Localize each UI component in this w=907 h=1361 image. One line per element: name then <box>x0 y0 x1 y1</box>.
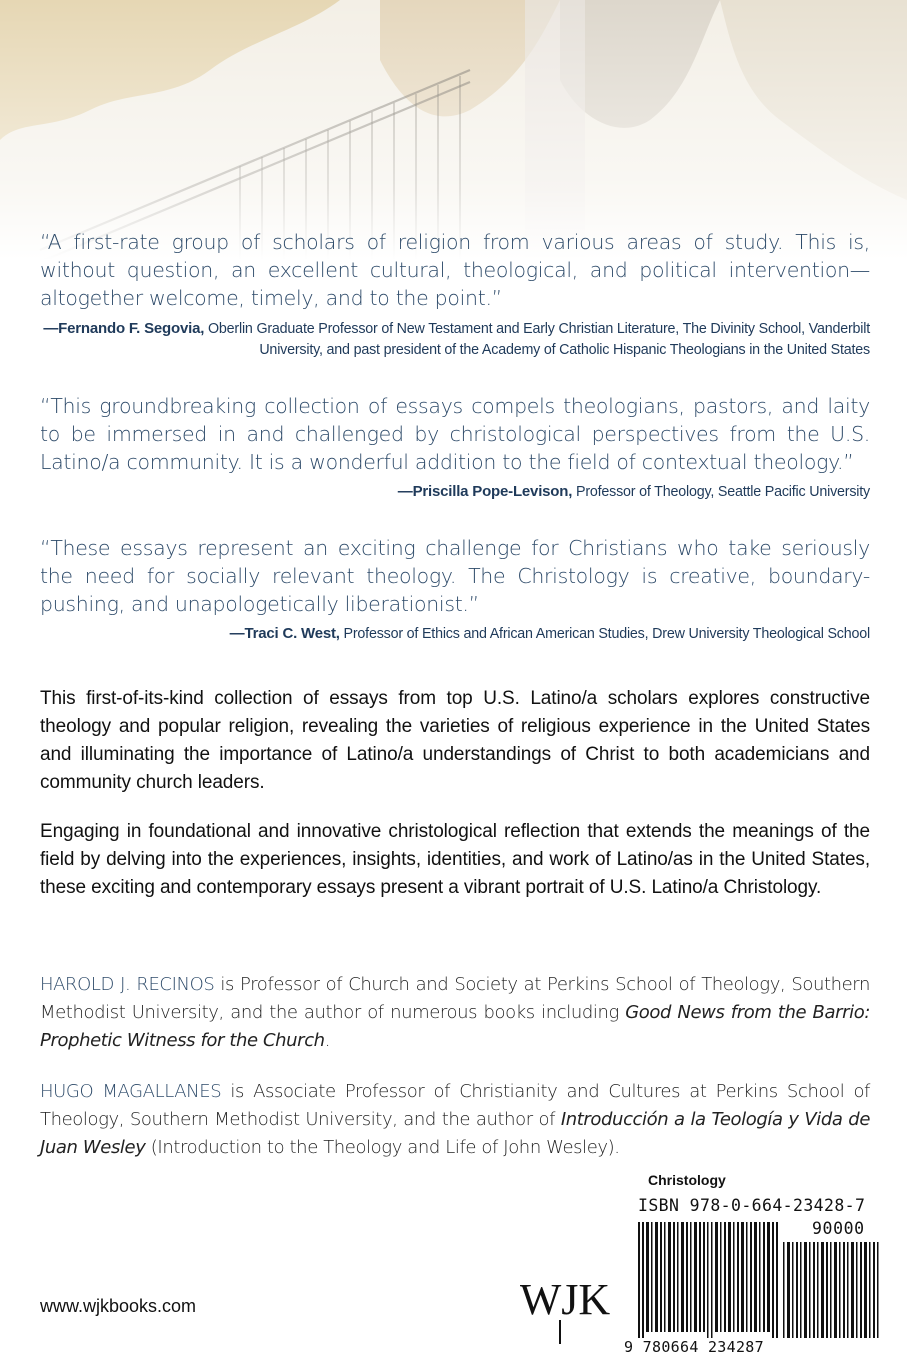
publisher-website: www.wjkbooks.com <box>40 1296 197 1316</box>
editor-book-title-2: Introducción a la Teología y Vida de Juan Wesley <box>40 1109 870 1158</box>
bisac-category: Christology <box>648 1172 726 1188</box>
endorsement-attribution-2 <box>40 481 870 503</box>
book-description-2: Engaging in foundational and innovative christological reflection that extends the meanings of the field by delving into the experiences, insights, identities, and work of Latino/as in the United States, these exciting and contemporary essays present a vibrant portrait of U.S. Latino/a Christology. <box>40 821 870 898</box>
endorsement-quote-3: “These essays represent an exciting challenge for Christians who take seriously the need for socially relevant theology. The Christology is creative, boundary-pushing, and unapologetically liberationist.” <box>40 536 870 616</box>
isbn-barcode-block <box>620 1170 890 1360</box>
stairway-illustration <box>0 0 907 260</box>
endorser-role-2: Professor of Theology, Seattle Pacific University <box>572 484 870 500</box>
editor-bio-2 <box>40 1078 870 1162</box>
editor-bio-2-end: (Introduction to the Theology and Life of John Wesley). <box>145 1137 620 1158</box>
editor-book-title-1: Good News from the Barrio: Prophetic Witness for the Church <box>40 1002 871 1051</box>
publisher-logo-text: WJK <box>520 1275 610 1324</box>
endorser-name-3: —Traci C. West, <box>229 625 340 642</box>
price-code: 90000 <box>812 1219 865 1238</box>
editor-bio-1-end: . <box>324 1030 331 1051</box>
editor-name-1: HAROLD J. RECINOS <box>40 974 215 995</box>
editor-bio-1-text: is Professor of Church and Society at Perkins School of Theology, Southern Methodist University, and the author of numerous books including <box>40 974 871 1023</box>
endorser-name-2: —Priscilla Pope-Levison, <box>397 483 573 500</box>
publisher-logo <box>520 1270 610 1350</box>
endorsement-quote-2: “This groundbreaking collection of essays compels theologians, pastors, and laity to be immersed in and challenged by christological perspectives from the U.S. Latino/a community. It is a wonderful addition to the field of contextual theology.” <box>40 394 870 474</box>
endorser-role-3: Professor of Ethics and African American Studies, Drew University Theological School <box>339 626 870 642</box>
editor-bio-1 <box>40 971 870 1055</box>
cover-background-photo <box>0 0 907 260</box>
endorsement-attribution-1 <box>40 318 870 361</box>
endorsement-attribution-3 <box>40 623 870 645</box>
endorsement-quote-1: “A first-rate group of scholars of religion from various areas of study. This is, without question, an excellent cultural, theological, and political intervention—altogether welcome, timely, and to the point.” <box>40 230 870 310</box>
isbn-label: ISBN 978-0-664-23428-7 <box>638 1196 866 1215</box>
endorser-name-1: —Fernando F. Segovia, <box>43 320 205 337</box>
editor-bio-2-text: is Associate Professor of Christianity and Cultures at Perkins School of Theology, Southern Methodist University, and the author of <box>40 1081 870 1130</box>
endorser-role-1: Oberlin Graduate Professor of New Testament and Early Christian Literature, The Divinity School, Vanderbilt University, and past president of the Academy of Catholic Hispanic Theologians in the United States <box>204 321 870 358</box>
barcode-digits: 9 780664 234287 <box>624 1338 764 1356</box>
barcode-bars <box>620 1170 890 1360</box>
editor-name-2: HUGO MAGALLANES <box>40 1081 222 1102</box>
book-description-1: This first-of-its-kind collection of essays from top U.S. Latino/a scholars explores constructive theology and popular religion, revealing the varieties of religious experience in the United States and illuminating the importance of Latino/a understandings of Christ to both academicians and community church leaders. <box>40 688 870 793</box>
